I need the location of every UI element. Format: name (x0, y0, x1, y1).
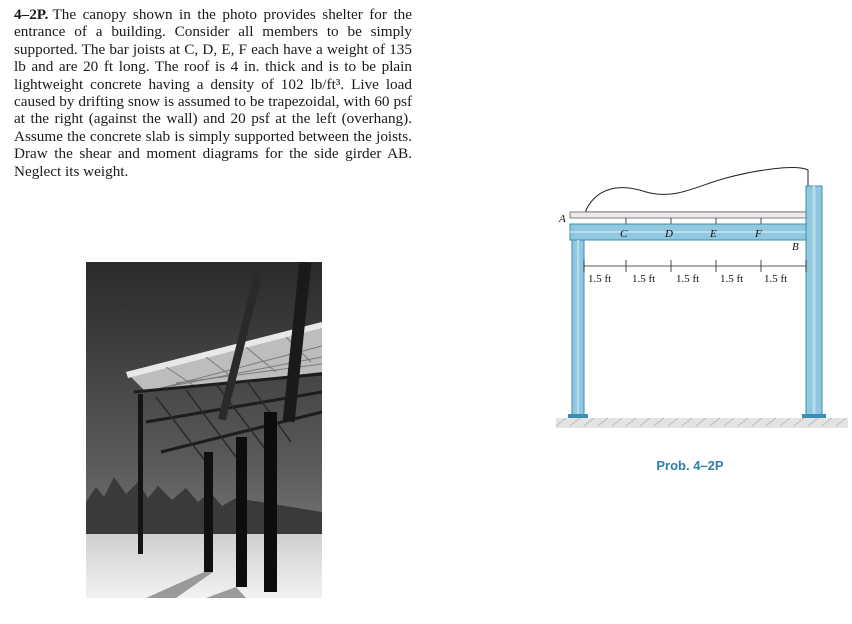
problem-text: The canopy shown in the photo provides shelter for the entrance of a building. Consider all members to be simply supported. The bar joists at C, D, E, F each have a weight of 135 lb and are 20 ft long. The roof is 4 in. thick and is to be plain lightweight concrete having a density of 102 lb/ft³. Live load caused by drifting snow is assumed to be trapezoidal, with 60 psf at the right (against the wall) and 20 psf at the left (overhang). Assume the concrete slab is simply supported between the joists. Draw the shear and moment diagrams for the side girder AB. Neglect its weight. (14, 6, 412, 180)
span-5: 1.5 ft (764, 273, 788, 285)
span-1: 1.5 ft (588, 273, 612, 285)
ground (556, 418, 848, 428)
problem-number: 4–2P. (14, 6, 49, 23)
canopy-diagram (556, 150, 848, 450)
label-f: F (755, 228, 762, 240)
label-c: C (620, 228, 628, 240)
figure-caption: Prob. 4–2P (656, 458, 724, 473)
label-e: E (710, 228, 717, 240)
label-d: D (665, 228, 673, 240)
snow-drift (586, 168, 808, 212)
label-a: A (559, 213, 566, 225)
canopy-photo (86, 262, 322, 598)
span-2: 1.5 ft (632, 273, 656, 285)
roof-slab (570, 212, 810, 218)
label-b: B (792, 241, 799, 253)
span-3: 1.5 ft (676, 273, 700, 285)
problem-statement (14, 6, 412, 180)
span-4: 1.5 ft (720, 273, 744, 285)
